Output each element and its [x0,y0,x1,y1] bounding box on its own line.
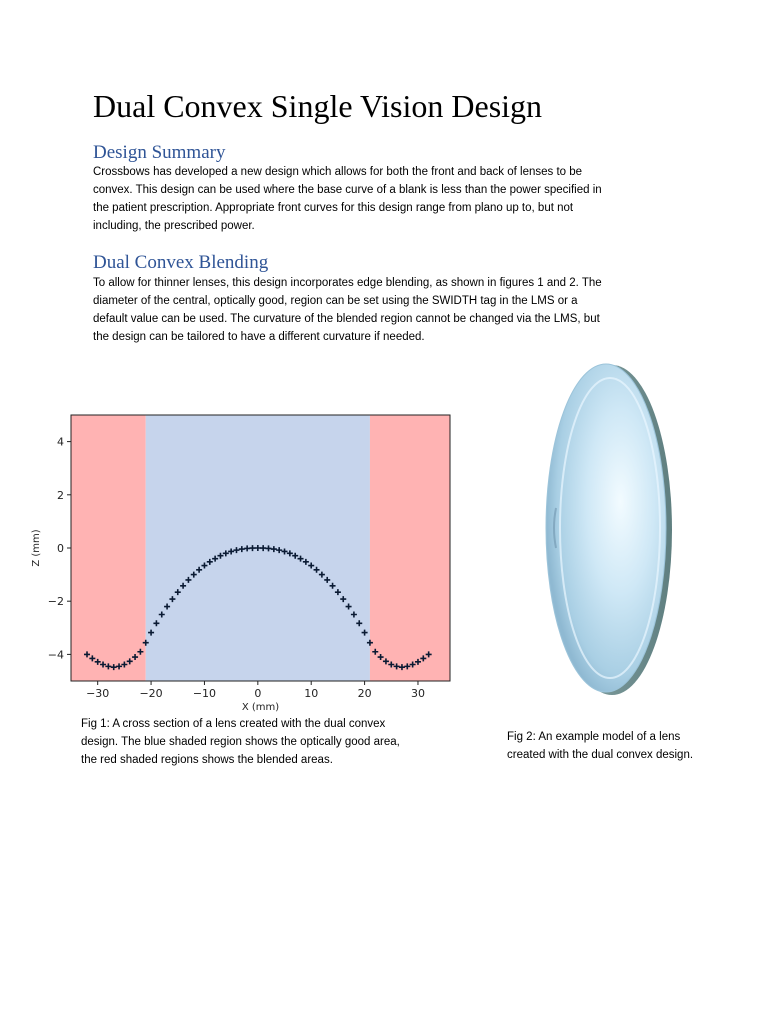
x-tick-label: 0 [254,687,262,700]
document-title: Dual Convex Single Vision Design [93,88,543,124]
y-tick-label: 4 [57,435,64,449]
x-axis-label: X (mm) [241,702,280,713]
lens-cross-section-chart [28,400,468,718]
x-tick-label: −30 [86,687,110,700]
caption-line: Fig 2: An example model of a lens [507,731,681,743]
dual-convex-blending-paragraph [93,274,673,346]
caption-line: Fig 1: A cross section of a lens created with the dual convex [81,718,386,730]
paragraph-line: convex. This design can be used where the base curve of a blank is less than the power specified in [93,184,602,196]
y-tick-label: −2 [47,595,64,609]
figure-2-caption [507,728,693,764]
x-tick-label: −20 [139,687,163,700]
y-tick-label: 2 [57,488,64,502]
y-axis-label: Z (mm) [31,529,42,567]
paragraph-line: To allow for thinner lenses, this design incorporates edge blending, as shown in figures 1 and 2. The [93,277,602,289]
paragraph-line: the patient prescription. Appropriate front curves for this design range from plano up to, but not [93,202,574,214]
caption-line: created with the dual convex design. [507,749,694,761]
x-tick-label: −10 [192,687,217,700]
lens-front-surface [546,364,666,692]
x-tick-label: 30 [410,687,425,700]
section-heading-design-summary: Design Summary [93,142,226,163]
paragraph-line: Crossbows has developed a new design which allows for both the front and back of lenses to be [93,166,583,178]
lens-model-illustration [540,358,680,700]
x-tick-label: 20 [357,687,372,700]
caption-line: the red shaded regions shows the blended areas. [81,754,333,766]
x-tick-label: 10 [304,687,319,700]
paragraph-line: diameter of the central, optically good, region can be set using the SWIDTH tag in the LMS or a [93,295,578,307]
paragraph-line: the design can be tailored to have a different curvature if needed. [93,331,425,343]
paragraph-line: including, the prescribed power. [93,220,255,232]
section-heading-dual-convex-blending: Dual Convex Blending [93,252,269,273]
region-blended-right [370,415,450,681]
region-blended-left [71,415,146,681]
paragraph-line: default value can be used. The curvature of the blended region cannot be changed via the LMS, but [93,313,600,325]
y-tick-label: −4 [47,648,64,662]
caption-line: design. The blue shaded region shows the optically good area, [81,736,400,748]
y-tick-label: 0 [57,542,64,555]
design-summary-paragraph [93,163,673,235]
figure-1-caption [81,715,400,769]
